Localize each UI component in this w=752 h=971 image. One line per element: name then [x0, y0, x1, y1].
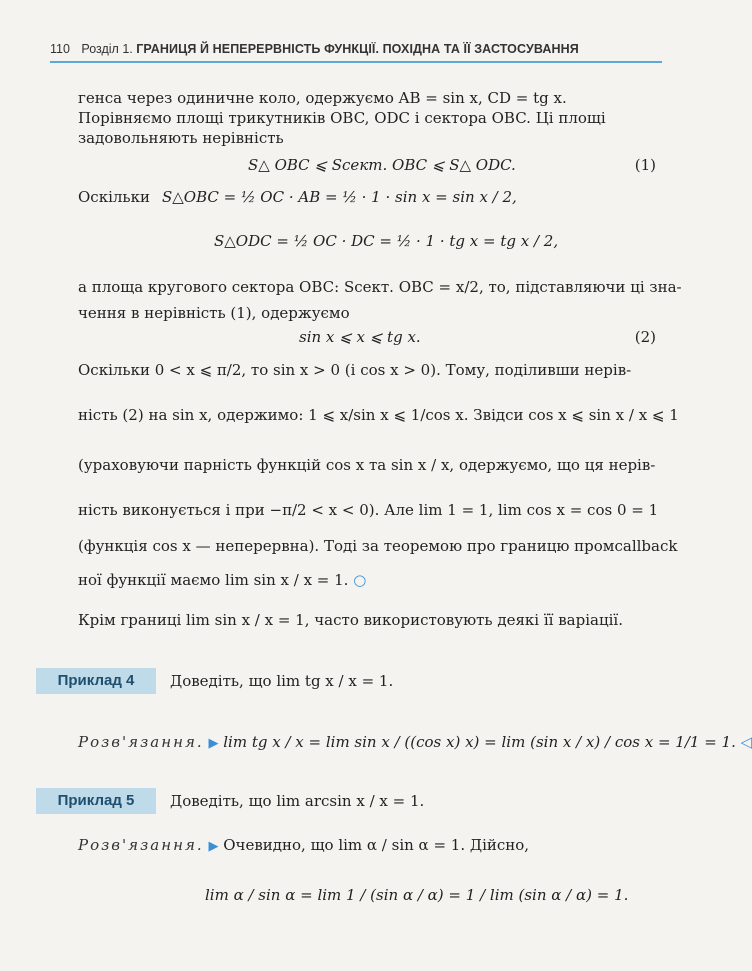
continuity-line-1: (функція cos x — неперервна). Тоді за теоремою про границю промcallback: [78, 537, 678, 555]
oskilky-word: Оскільки: [78, 188, 150, 206]
chapter-title: ГРАНИЦЯ Й НЕПЕРЕРВНІСТЬ ФУНКЦІЇ. ПОХІДНА ТА ЇЇ ЗАСТОСУВАННЯ: [136, 42, 579, 56]
page-number: 110: [50, 42, 70, 56]
equation-number-1: (1): [634, 156, 656, 174]
continuity-line-2: [78, 570, 366, 590]
solution-arrow-icon-5: ▶: [208, 839, 219, 854]
continuity-line-2-text: ної функції маємо lim sin x / x = 1.: [78, 571, 349, 589]
example-4-badge: Приклад 4: [36, 668, 156, 694]
besides-line: Крім границі lim sin x / x = 1, часто використовують деякі її варіації.: [78, 611, 623, 629]
example-5-badge: Приклад 5: [36, 788, 156, 814]
paragraph-line-1: генса через одиничне коло, одержуємо AB = sin x, CD = tg x.: [78, 89, 567, 107]
sector-line-2: чення в нерівність (1), одержуємо: [78, 304, 350, 322]
inequality-1: S△ OBC ⩽ Sсект. OBC ⩽ S△ ODC.: [248, 156, 516, 174]
parity-line-1: (ураховуючи парність функцій cos x та sin x / x, одержуємо, що ця нерів-: [78, 456, 656, 474]
example-5-final-derivation: lim α / sin α = lim 1 / (sin α / α) = 1 / lim (sin α / α) = 1.: [205, 886, 629, 904]
example-4-task: Доведіть, що lim tg x / x = 1.: [170, 672, 394, 690]
chapter-label: Розділ 1.: [81, 42, 133, 56]
solution-end-triangle-icon: ◁: [740, 733, 752, 751]
proof-end-circle-icon: ○: [353, 571, 367, 589]
paragraph-line-3: задовольняють нерівність: [78, 129, 284, 147]
solution-arrow-icon: ▶: [208, 736, 219, 751]
since-line-2: ність (2) на sin x, одержимо: 1 ⩽ x/sin x ⩽ 1/cos x. Звідси cos x ⩽ sin x / x ⩽ 1: [78, 406, 679, 424]
since-line-1: Оскільки 0 < x ⩽ π/2, то sin x > 0 (і cos x > 0). Тому, поділивши нерів-: [78, 361, 632, 379]
solution-label-5: Розв'язання.: [78, 836, 204, 854]
paragraph-line-2: Порівняємо площі трикутників OBC, ODC і сектора OBC. Ці площі: [78, 109, 606, 127]
example-4-derivation: lim tg x / x = lim sin x / ((cos x) x) = lim (sin x / x) / cos x = 1/1 = 1.: [223, 733, 736, 751]
parity-line-2: ність виконується і при −π/2 < x < 0). Але lim 1 = 1, lim cos x = cos 0 = 1: [78, 501, 659, 519]
sector-line-1: а площа кругового сектора OBC: Sсект. OBC = x/2, то, підставляючи ці зна-: [78, 278, 682, 296]
example-5-solution-text: Очевидно, що lim α / sin α = 1. Дійсно,: [223, 836, 530, 854]
example-5-solution: [78, 835, 529, 857]
page-header: [50, 42, 662, 63]
solution-label: Розв'язання.: [78, 733, 204, 751]
example-5-task: Доведіть, що lim arcsin x / x = 1.: [170, 792, 425, 810]
area-odc-formula: S△ODC = ½ OC · DC = ½ · 1 · tg x = tg x / 2,: [214, 232, 559, 250]
equation-number-2: (2): [634, 328, 656, 346]
area-obc-formula: S△OBC = ½ OC · AB = ½ · 1 · sin x = sin x / 2,: [162, 188, 517, 206]
inequality-2: sin x ⩽ x ⩽ tg x.: [299, 328, 421, 346]
example-4-solution: [78, 732, 752, 754]
